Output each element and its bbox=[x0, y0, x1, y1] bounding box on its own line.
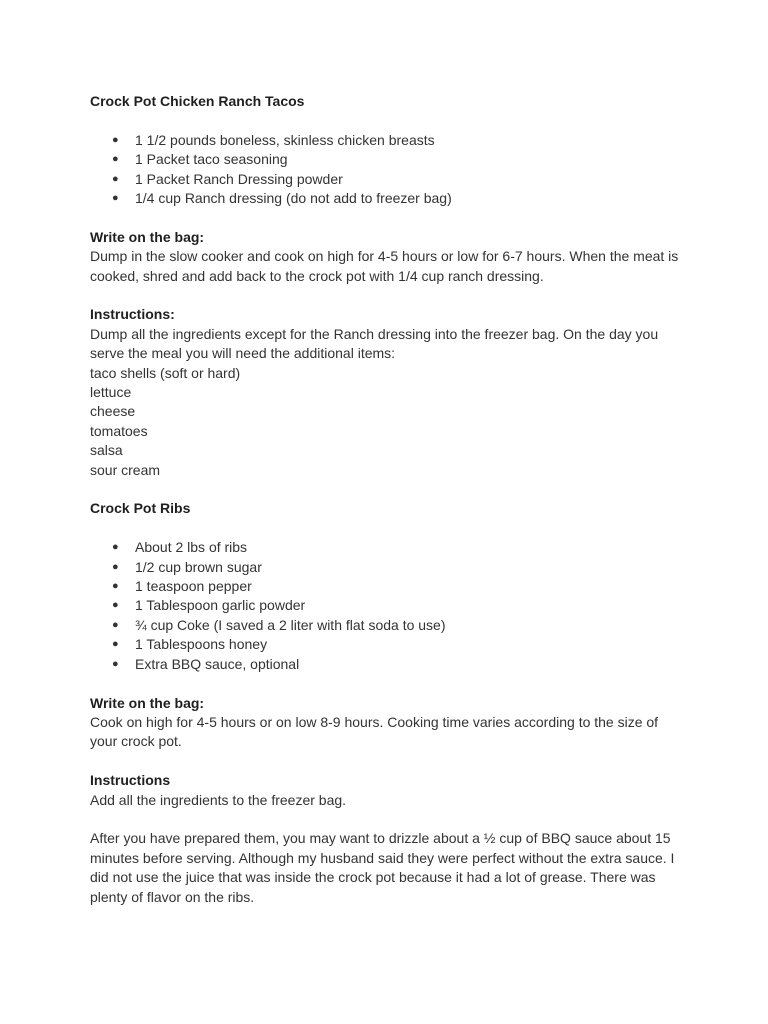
instructions-chicken-ranch-tacos bbox=[90, 305, 680, 480]
bag-note-label: Write on the bag: bbox=[90, 694, 205, 711]
instructions-crock-pot-ribs bbox=[90, 771, 680, 810]
ingredient-text: 1/2 cup brown sugar bbox=[135, 558, 262, 575]
list-item bbox=[90, 131, 680, 150]
ingredient-text: 1 Tablespoons honey bbox=[135, 636, 268, 653]
ingredient-text: 1 1/2 pounds boneless, skinless chicken breasts bbox=[135, 131, 435, 148]
extra-item: taco shells (soft or hard) bbox=[90, 364, 241, 381]
bullet-icon: ● bbox=[112, 657, 119, 670]
list-item bbox=[90, 150, 680, 169]
extra-item: sour cream bbox=[90, 461, 161, 478]
instructions-label: Instructions: bbox=[90, 306, 175, 323]
instructions-label: Instructions bbox=[90, 772, 171, 789]
bag-note-text: Dump in the slow cooker and cook on high for 4-5 hours or low for 6-7 hours. When the meat is cooked, shred and add back to the crock pot with 1/4 cup ranch dressing. bbox=[90, 248, 679, 284]
bag-note-text: Cook on high for 4-5 hours or on low 8-9 hours. Cooking time varies according to the size of your crock pot. bbox=[90, 713, 659, 750]
bullet-icon: ● bbox=[112, 192, 119, 205]
ingredient-text: ¾ cup Coke (I saved a 2 liter with flat soda to use) bbox=[135, 616, 446, 633]
list-item bbox=[90, 596, 680, 615]
extra-item: cheese bbox=[90, 403, 136, 420]
bullet-icon: ● bbox=[112, 580, 119, 593]
ingredient-text: 1 Packet Ranch Dressing powder bbox=[135, 170, 343, 187]
recipe-title-crock-pot-ribs: Crock Pot Ribs bbox=[90, 500, 191, 517]
list-item bbox=[90, 616, 680, 635]
extra-item: salsa bbox=[90, 442, 123, 459]
list-item bbox=[90, 170, 680, 189]
recipe-title-chicken-ranch-tacos: Crock Pot Chicken Ranch Tacos bbox=[90, 93, 305, 109]
ingredient-text: 1 teaspoon pepper bbox=[135, 578, 252, 595]
extra-item: tomatoes bbox=[90, 422, 148, 439]
bullet-icon: ● bbox=[112, 133, 119, 146]
extra-item: lettuce bbox=[90, 384, 132, 401]
bullet-icon: ● bbox=[112, 172, 119, 185]
bag-note-label: Write on the bag: bbox=[90, 228, 205, 245]
list-item bbox=[90, 538, 680, 557]
ingredient-text: 1 Packet taco seasoning bbox=[135, 151, 288, 168]
ingredient-text: About 2 lbs of ribs bbox=[135, 539, 248, 556]
bullet-icon: ● bbox=[112, 153, 119, 166]
ingredient-text: 1 Tablespoon garlic powder bbox=[135, 597, 306, 614]
bullet-icon: ● bbox=[112, 560, 119, 573]
bag-note-chicken-ranch-tacos bbox=[90, 228, 680, 286]
bag-note-crock-pot-ribs bbox=[90, 694, 680, 752]
bullet-icon: ● bbox=[112, 618, 119, 631]
list-item bbox=[90, 655, 680, 674]
ingredient-text: 1/4 cup Ranch dressing (do not add to freezer bag) bbox=[135, 190, 452, 207]
ingredient-list-chicken-ranch-tacos bbox=[90, 131, 680, 209]
bullet-icon: ● bbox=[112, 638, 119, 651]
list-item bbox=[90, 577, 680, 596]
list-item bbox=[90, 189, 680, 208]
ingredient-text: Extra BBQ sauce, optional bbox=[135, 655, 300, 672]
instructions-text: Dump all the ingredients except for the Ranch dressing into the freezer bag. On the day you serve the meal you will need the additional items: bbox=[90, 325, 659, 362]
instructions-text: Add all the ingredients to the freezer bag. bbox=[90, 791, 347, 808]
ingredient-list-crock-pot-ribs bbox=[90, 538, 680, 674]
list-item bbox=[90, 635, 680, 654]
bullet-icon: ● bbox=[112, 599, 119, 612]
bullet-icon: ● bbox=[112, 541, 119, 554]
list-item bbox=[90, 558, 680, 577]
document-body bbox=[90, 92, 680, 907]
closing-note-crock-pot-ribs: After you have prepared them, you may want to drizzle about a ½ cup of BBQ sauce about 15 minutes before serving. Although my husband said they were perfect without the extra sauce. I did not use the juice that was inside the crock pot because it had a lot of grease. There was plenty of flavor on the ribs. bbox=[90, 830, 675, 905]
